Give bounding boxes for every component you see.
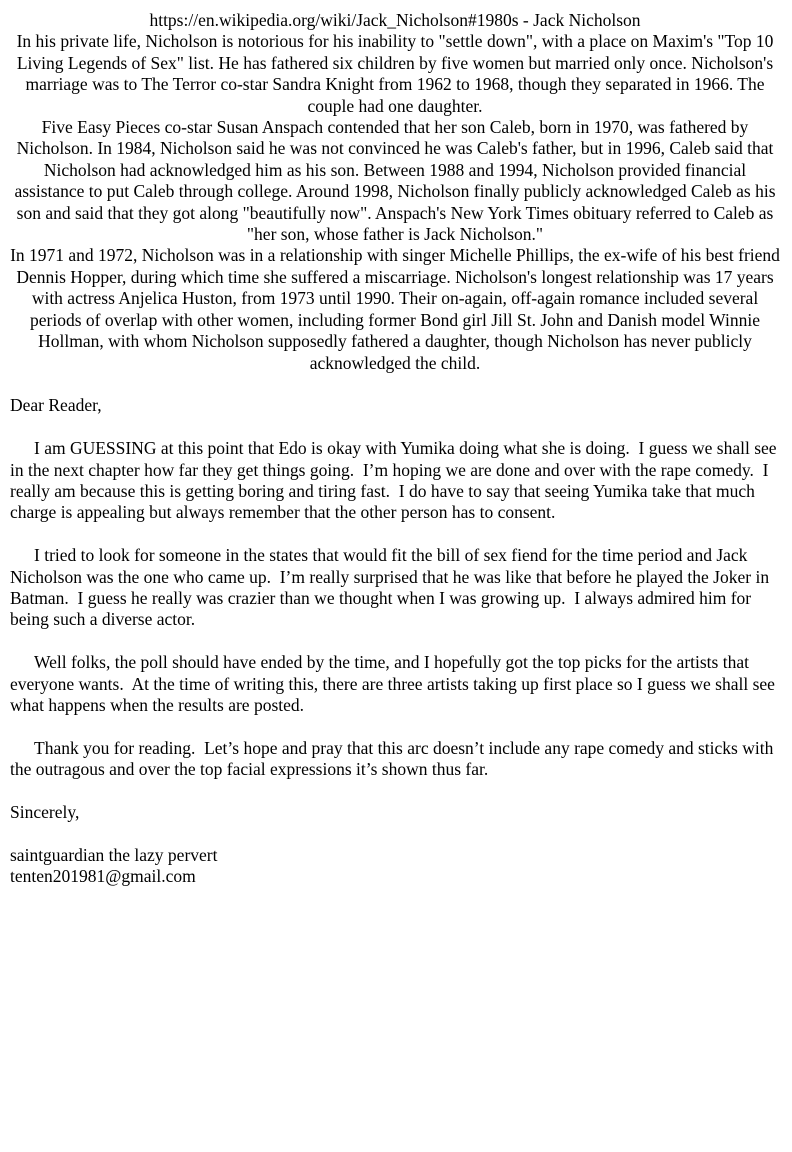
letter-paragraph-thanks: Thank you for reading. Let’s hope and pray that this arc doesn’t include any rape comedy and sticks with the outragous and over the top facial expressions it’s shown thus far. xyxy=(10,737,778,780)
blank-line xyxy=(10,716,780,737)
blank-line xyxy=(10,524,780,545)
blank-line xyxy=(10,417,780,438)
quote-paragraph-private-life: In his private life, Nicholson is notorious for his inability to "settle down", with a place on Maxim's "Top 10 Living Legends of Sex" list. He has fathered six children by five women but married only once. Nicholson's marriage was to The Terror co-star Sandra Knight from 1962 to 1968, though they separated in 1966. The couple had one daughter. xyxy=(16,31,778,116)
salutation: Dear Reader, xyxy=(10,395,102,416)
signature-email: tenten201981@gmail.com xyxy=(10,866,196,887)
reader-letter xyxy=(10,395,780,887)
quote-paragraph-relationships: In 1971 and 1972, Nicholson was in a relationship with singer Michelle Phillips, the ex-wife of his best friend Dennis Hopper, during which time she suffered a miscarriage. Nicholson's longest relationship was 17 years with actress Anjelica Huston, from 1973 until 1990. Their on-again, off-again romance included several periods of overlap with other women, including former Bond girl Jill St. John and Danish model Winnie Hollman, with whom Nicholson supposedly fathered a daughter, though Nicholson has never publicly acknowledged the child. xyxy=(10,245,785,373)
source-url-line: https://en.wikipedia.org/wiki/Jack_Nicholson#1980s - Jack Nicholson xyxy=(149,10,641,30)
signature-name: saintguardian the lazy pervert xyxy=(10,844,218,865)
blank-line xyxy=(10,631,780,652)
letter-paragraph-guessing: I am GUESSING at this point that Edo is okay with Yumika doing what she is doing. I guess we shall see in the next chapter how far they get things going. I’m hoping we are done and over with the rape comedy. I really am because this is getting boring and tiring fast. I do have to say that seeing Yumika take that much charge is appealing but always remember that the other person has to consent. xyxy=(10,438,781,523)
quote-paragraph-caleb: Five Easy Pieces co-star Susan Anspach contended that her son Caleb, born in 1970, was fathered by Nicholson. In 1984, Nicholson said he was not convinced he was Caleb's father, but in 1996, Caleb said that Nicholson had acknowledged him as his son. Between 1988 and 1994, Nicholson provided financial assistance to put Caleb through college. Around 1998, Nicholson finally publicly acknowledged Caleb as his son and said that they got along "beautifully now". Anspach's New York Times obituary referred to Caleb as "her son, whose father is Jack Nicholson." xyxy=(14,117,780,245)
letter-paragraph-jack-nicholson: I tried to look for someone in the states that would fit the bill of sex fiend for the time period and Jack Nicholson was the one who came up. I’m really surprised that he was like that before he played the Joker in Batman. I guess he really was crazier than we thought when I was growing up. I always admired him for being such a diverse actor. xyxy=(10,545,774,630)
blank-line xyxy=(10,823,780,844)
wikipedia-quote-block xyxy=(10,10,785,374)
blank-line xyxy=(10,374,780,395)
blank-line xyxy=(10,781,780,802)
closing: Sincerely, xyxy=(10,801,80,822)
letter-paragraph-poll: Well folks, the poll should have ended by the time, and I hopefully got the top picks for the artists that everyone wants. At the time of writing this, there are three artists taking up first place so I guess we shall see what happens when the results are posted. xyxy=(10,652,780,715)
